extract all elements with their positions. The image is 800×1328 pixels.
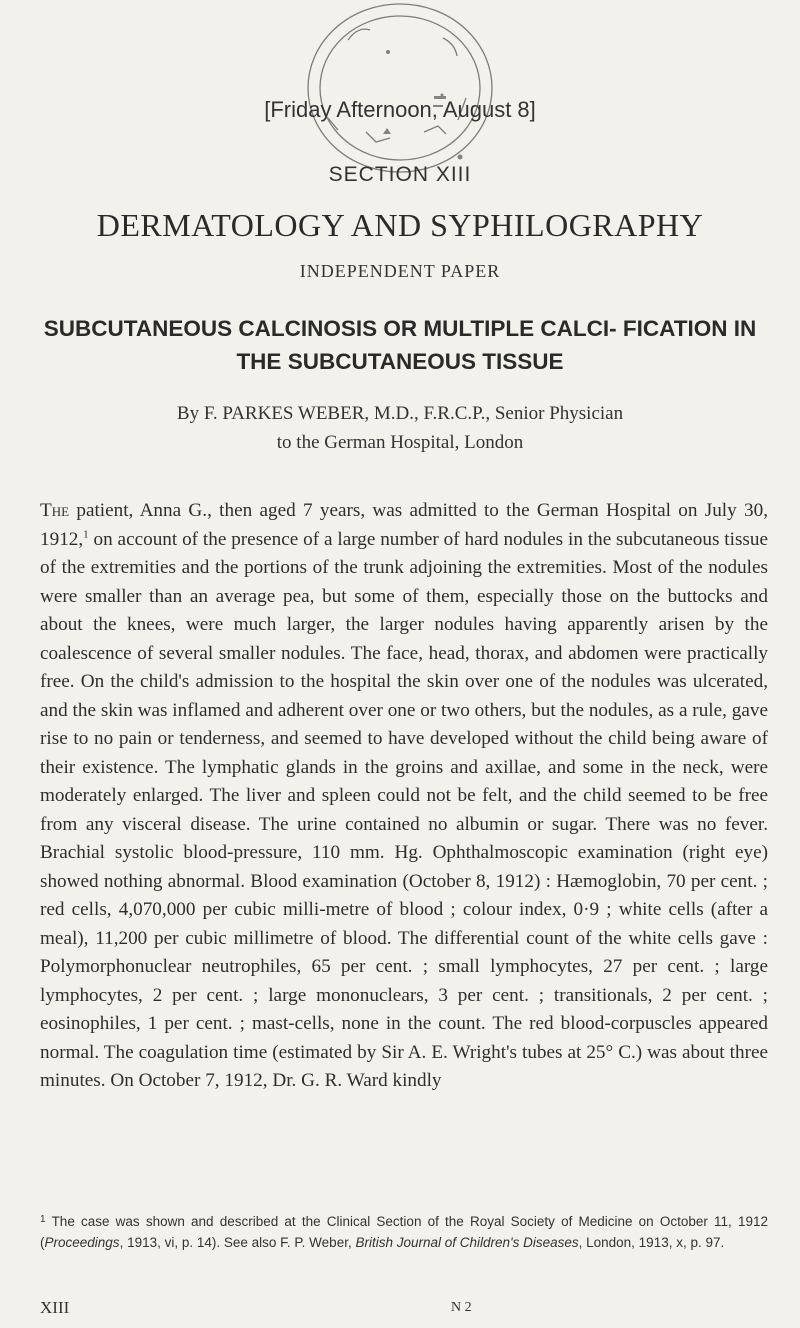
footnote-mark: 1	[40, 1214, 46, 1225]
section-title: DERMATOLOGY AND SYPHILOGRAPHY	[96, 207, 704, 243]
footnote-journal-2: British Journal of Children's Diseases	[355, 1235, 579, 1250]
section-label: SECTION XIII	[328, 163, 472, 186]
meeting-session-header	[0, 97, 800, 123]
footnote-journal-1: Proceedings	[44, 1235, 120, 1250]
signature-mark-left: XIII	[40, 1298, 70, 1317]
footnote	[40, 1209, 768, 1253]
footnote-text-b: , 1913, vi, p. 14). See also F. P. Weber,	[119, 1235, 356, 1250]
paper-title: SUBCUTANEOUS CALCINOSIS OR MULTIPLE CALCI- FICATION IN THE SUBCUTANEOUS TISSUE	[43, 316, 757, 374]
footnote-text-a: The case was shown and described at the Clinical Section of the Royal Society of Medicine on October 11, 1912 (	[40, 1214, 768, 1250]
footnote-text-c: , London, 1913, x, p. 97.	[578, 1235, 725, 1250]
library-stamp-icon	[228, 0, 568, 185]
byline-line-1: By F. PARKES WEBER, M.D., F.R.C.P., Senior Physician	[176, 403, 624, 424]
footnote-reference: 1	[83, 528, 89, 541]
body-text-b: on account of the presence of a large number of hard nodules in the subcutaneous tissue of the extremities and the portions of the trunk adjoining the extremities. Most of the nodules were smaller than an average pea, but some of them, especially those on the buttocks and about the knees, were much larger, the larger nodules having apparently arisen by the coalescence of several smaller nodules. The face, head, thorax, and abdomen were practically free. On the child's admission to the hospital the skin over one of the nodules was ulcerated, and the skin was inflamed and adherent over one or two others, but the nodules, as a rule, gave rise to no pain or tenderness, and seemed to have developed without the child being aware of their existence. The lymphatic glands in the groins and axillae, and some in the neck, were moderately enlarged. The liver and spleen could not be felt, and the child seemed to be free from any visceral disease. The urine contained no albumin or sugar. There was no fever. Brachial systolic blood-pressure, 110 mm. Hg. Ophthalmoscopic examination (right eye) showed nothing abnormal. Blood examination (October 8, 1912) : Hæmoglobin, 70 per cent. ; red cells, 4,070,000 per cubic milli-metre of blood ; colour index, 0·9 ; white cells (after a meal), 11,200 per cubic millimetre of blood. The differential count of the white cells gave : Polymorphonuclear neutrophiles, 65 per cent. ; small lymphocytes, 27 per cent. ; large lymphocytes, 2 per cent. ; large mononuclears, 3 per cent. ; transitionals, 2 per cent. ; eosinophiles, 1 per cent. ; mast-cells, none in the count. The red blood-corpuscles appeared normal. The coagulation time (estimated by Sir A. E. Wright's tubes at 25° C.) was about three minutes. On October 7, 1912, Dr. G. R. Ward kindly	[40, 528, 768, 1091]
body-text-a: patient, Anna G., then aged 7 years, was admitted to the German Hospital on July 30, 1912,	[40, 500, 768, 550]
signature-mark-center: N 2	[451, 1300, 472, 1315]
body-paragraph	[40, 497, 768, 1096]
byline-line-2: to the German Hospital, London	[276, 432, 524, 453]
author-byline	[40, 399, 760, 457]
header-time: Afternoon,	[336, 97, 438, 122]
body-lead-word: The	[40, 500, 70, 521]
header-date: August 8]	[442, 97, 536, 122]
header-day: [Friday	[264, 97, 332, 122]
paper-type: INDEPENDENT PAPER	[299, 261, 501, 281]
